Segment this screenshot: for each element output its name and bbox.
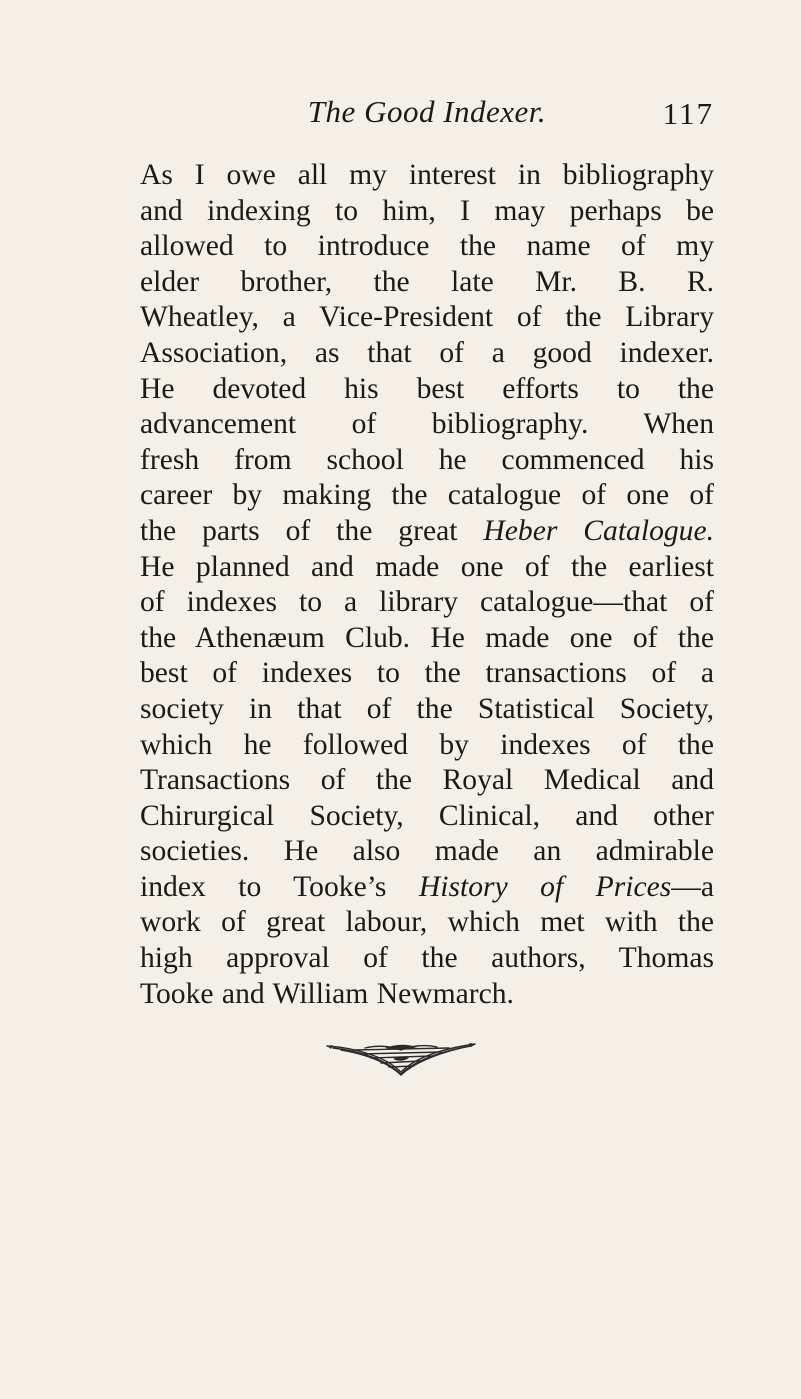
text-line bbox=[140, 550, 714, 586]
text-line bbox=[140, 443, 714, 479]
tailpiece-ornament-icon bbox=[325, 1042, 477, 1076]
text-line bbox=[140, 977, 714, 1013]
text-line bbox=[140, 905, 714, 941]
text-line bbox=[140, 728, 714, 764]
text-line bbox=[140, 478, 714, 514]
text-segment: Wheatley, a Vice-President of the Library bbox=[140, 301, 714, 334]
text-segment: the parts of the great bbox=[140, 514, 484, 547]
text-segment: Transactions of the Royal Medical and bbox=[140, 764, 714, 797]
text-segment: societies. He also made an admirable bbox=[140, 835, 714, 868]
text-line bbox=[140, 336, 714, 372]
running-head bbox=[140, 94, 714, 138]
text-segment: Tooke and William Newmarch. bbox=[140, 977, 514, 1010]
text-segment: society in that of the Statistical Society, bbox=[140, 692, 714, 725]
text-segment: of indexes to a library catalogue—that of bbox=[140, 586, 714, 619]
text-segment: career by making the catalogue of one of bbox=[140, 479, 714, 512]
text-segment: index to Tooke’s bbox=[140, 870, 419, 903]
text-segment: best of indexes to the transactions of a bbox=[140, 657, 714, 690]
text-segment: which he followed by indexes of the bbox=[140, 728, 714, 761]
text-line bbox=[140, 194, 714, 230]
text-line bbox=[140, 621, 714, 657]
text-segment: high approval of the authors, Thomas bbox=[140, 942, 714, 975]
text-segment: —a bbox=[671, 870, 714, 903]
text-segment: fresh from school he commenced his bbox=[140, 443, 714, 476]
text-line bbox=[140, 300, 714, 336]
text-line bbox=[140, 799, 714, 835]
text-segment: the Athenæum Club. He made one of the bbox=[140, 621, 714, 654]
text-segment: and indexing to him, I may perhaps be bbox=[140, 194, 714, 227]
text-segment: Association, as that of a good indexer. bbox=[140, 336, 714, 369]
text-segment: As I owe all my interest in bibliography bbox=[140, 159, 714, 191]
text-segment: allowed to introduce the name of my bbox=[140, 230, 714, 263]
text-line bbox=[140, 941, 714, 977]
running-head-title: The Good Indexer. bbox=[307, 94, 547, 129]
italic-title: History of Prices bbox=[418, 870, 672, 903]
text-segment: He planned and made one of the earliest bbox=[140, 550, 714, 583]
page-number: 117 bbox=[662, 96, 714, 131]
italic-title: Heber Catalogue. bbox=[483, 514, 714, 547]
text-line bbox=[140, 870, 714, 906]
text-line bbox=[140, 585, 714, 621]
body-paragraph bbox=[140, 158, 714, 1012]
text-line bbox=[140, 656, 714, 692]
text-line bbox=[140, 158, 714, 194]
text-line bbox=[140, 372, 714, 408]
text-line bbox=[140, 265, 714, 301]
text-line bbox=[140, 514, 714, 550]
text-segment: Chirurgical Society, Clinical, and other bbox=[140, 799, 714, 832]
text-segment: advancement of bibliography. When bbox=[140, 408, 714, 441]
text-segment: He devoted his best efforts to the bbox=[140, 372, 714, 405]
text-line bbox=[140, 834, 714, 870]
text-line bbox=[140, 407, 714, 443]
text-segment: elder brother, the late Mr. B. R. bbox=[140, 265, 714, 298]
text-line bbox=[140, 229, 714, 265]
text-line bbox=[140, 692, 714, 728]
text-segment: work of great labour, which met with the bbox=[140, 906, 714, 939]
text-line bbox=[140, 763, 714, 799]
